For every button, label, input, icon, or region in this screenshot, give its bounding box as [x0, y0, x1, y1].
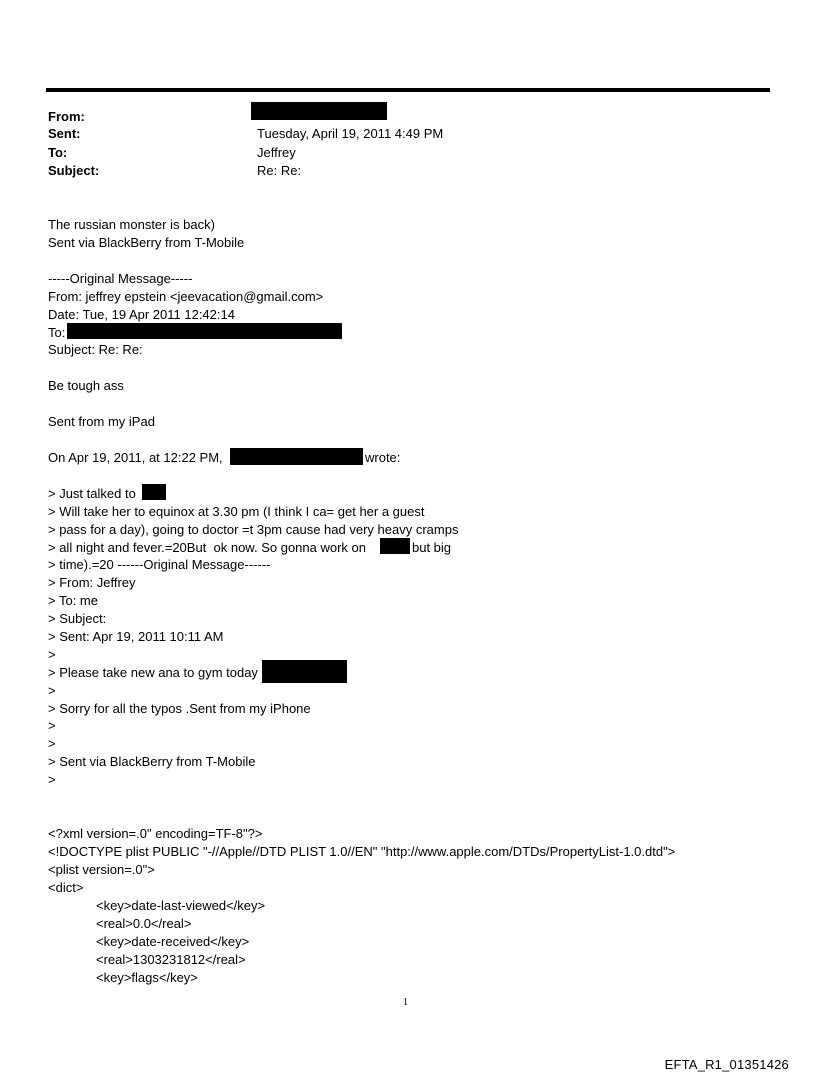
quoted-line: > pass for a day), going to doctor =t 3pm cause had very heavy cramps	[48, 522, 459, 537]
original-date-line: Date: Tue, 19 Apr 2011 12:42:14	[48, 307, 235, 322]
quoted-line: > Please take new ana to gym today	[48, 665, 258, 680]
quoted-line: > To: me	[48, 593, 98, 608]
body-line: Sent from my iPad	[48, 414, 155, 429]
sent-value: Tuesday, April 19, 2011 4:49 PM	[257, 126, 444, 141]
redacted-to	[67, 323, 342, 339]
xml-line: <plist version=.0">	[48, 862, 155, 877]
xml-line: <dict>	[48, 880, 84, 895]
quoted-line: > Will take her to equinox at 3.30 pm (I think I ca= get her a guest	[48, 504, 425, 519]
quoted-line: > Subject:	[48, 611, 107, 626]
sent-label: Sent:	[48, 126, 81, 141]
quote-intro: On Apr 19, 2011, at 12:22 PM,	[48, 450, 223, 465]
to-label: To:	[48, 145, 68, 160]
quoted-line: >	[48, 647, 56, 662]
redacted-name	[142, 484, 166, 500]
quoted-line: >	[48, 772, 56, 787]
xml-line: <real>1303231812</real>	[96, 952, 246, 967]
redacted-sender	[230, 448, 363, 465]
document-id: EFTA_R1_01351426	[664, 1057, 789, 1072]
xml-line: <key>flags</key>	[96, 970, 198, 985]
quoted-line: > From: Jeffrey	[48, 575, 136, 590]
redacted-from	[251, 102, 387, 120]
xml-line: <real>0.0</real>	[96, 916, 192, 931]
original-to-line: To:	[48, 325, 66, 340]
subject-label: Subject:	[48, 163, 100, 178]
body-line: Sent via BlackBerry from T-Mobile	[48, 235, 245, 250]
original-from-line: From: jeffrey epstein <jeevacation@gmail.com>	[48, 289, 324, 304]
quoted-line: > Just talked to	[48, 486, 136, 501]
redacted-text	[262, 660, 347, 683]
body-line: Be tough ass	[48, 378, 124, 393]
quoted-line: > all night and fever.=20But ok now. So gonna work on	[48, 540, 366, 555]
quoted-line: >	[48, 736, 56, 751]
subject-value: Re: Re:	[257, 163, 302, 178]
quoted-line: >	[48, 718, 56, 733]
quoted-line-tail: but big	[412, 540, 452, 555]
header-rule	[46, 88, 770, 92]
xml-line: <key>date-received</key>	[96, 934, 250, 949]
body-line: The russian monster is back)	[48, 217, 215, 232]
xml-line: <!DOCTYPE plist PUBLIC "-//Apple//DTD PLIST 1.0//EN" "http://www.apple.com/DTDs/PropertyList-1.0.dtd">	[48, 844, 676, 859]
xml-line: <key>date-last-viewed</key>	[96, 898, 266, 913]
quoted-line: > Sent via BlackBerry from T-Mobile	[48, 754, 256, 769]
redacted-name	[380, 538, 410, 554]
quoted-line: > Sorry for all the typos .Sent from my iPhone	[48, 701, 311, 716]
quote-intro-wrote: wrote:	[365, 450, 401, 465]
quoted-line: > time).=20 ------Original Message------	[48, 557, 271, 572]
page-number: 1	[403, 997, 408, 1008]
to-value: Jeffrey	[257, 145, 296, 160]
xml-line: <?xml version=.0" encoding=TF-8"?>	[48, 826, 263, 841]
from-label: From:	[48, 109, 85, 124]
original-message-divider: -----Original Message-----	[48, 271, 193, 286]
original-subject-line: Subject: Re: Re:	[48, 342, 143, 357]
quoted-line: >	[48, 683, 56, 698]
quoted-line: > Sent: Apr 19, 2011 10:11 AM	[48, 629, 224, 644]
